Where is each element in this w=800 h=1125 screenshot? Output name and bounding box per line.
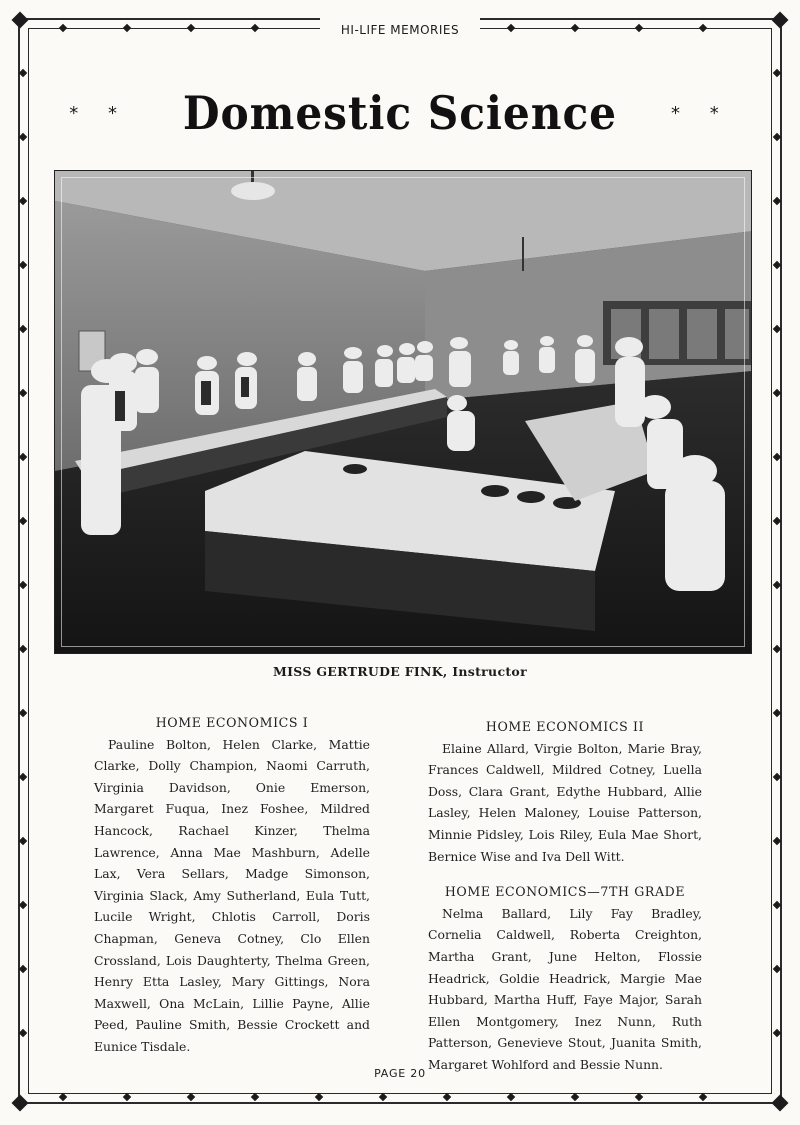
- title-row: [0, 86, 800, 150]
- section-spacer: [428, 867, 702, 881]
- page-number: PAGE 20: [374, 1067, 426, 1080]
- column-left: [94, 712, 370, 1058]
- section-names-home-economics-2: Elaine Allard, Virgie Bolton, Marie Bray, Frances Caldwell, Mildred Cotney, Luella Doss, Clara Grant, Edythe Hubbard, Allie Lasley, Helen Maloney, Louise Patterson, Minnie Pidsley, Lois Riley, Eula Mae Short, Bernice Wise and Iva Dell Witt.: [428, 740, 702, 864]
- classroom-photo: [54, 170, 752, 654]
- title-ornament-left: * *: [69, 102, 129, 124]
- column-right: [428, 716, 702, 1076]
- section-names-home-economics-1: Pauline Bolton, Helen Clarke, Mattie Clarke, Dolly Champion, Naomi Carruth, Virginia Davidson, Onie Emerson, Margaret Fuqua, Inez Foshee, Mildred Hancock, Rachael Kinzer, Thelma Lawrence, Anna Mae Mashburn, Adelle Lax, Vera Sellars, Madge Simonson, Virginia Slack, Amy Sutherland, Eula Tutt, Lucile Wright, Chlotis Carroll, Doris Chapman, Geneva Cotney, Clo Ellen Crossland, Lois Daughterty, Thelma Green, Henry Etta Lasley, Mary Gittings, Nora Maxwell, Ona McLain, Lillie Payne, Allie Peed, Pauline Smith, Bessie Crockett and Eunice Tisdale.: [94, 736, 370, 1054]
- section-heading-home-economics-2: HOME ECONOMICS II: [485, 719, 645, 734]
- section-names-7th-grade: Nelma Ballard, Lily Fay Bradley, Cornelia Caldwell, Roberta Creighton, Martha Grant, June Helton, Flossie Headrick, Goldie Headrick, Margie Mae Hubbard, Martha Huff, Faye Major, Sarah Ellen Montgomery, Inez Nunn, Ruth Patterson, Genevieve Stout, Juanita Smith, Margaret Wohlford and Bessie Nunn.: [428, 905, 702, 1072]
- running-title: HI-LIFE MEMORIES: [320, 18, 480, 42]
- section-heading-7th-grade: HOME ECONOMICS—7TH GRADE: [444, 884, 686, 900]
- page-title: Domestic Science: [182, 86, 618, 140]
- title-ornament-right: * *: [671, 102, 731, 124]
- photo-caption: MISS GERTRUDE FINK, Instructor: [273, 664, 527, 679]
- section-heading-home-economics-1: HOME ECONOMICS I: [155, 715, 309, 730]
- photo-inner-border: [61, 177, 745, 647]
